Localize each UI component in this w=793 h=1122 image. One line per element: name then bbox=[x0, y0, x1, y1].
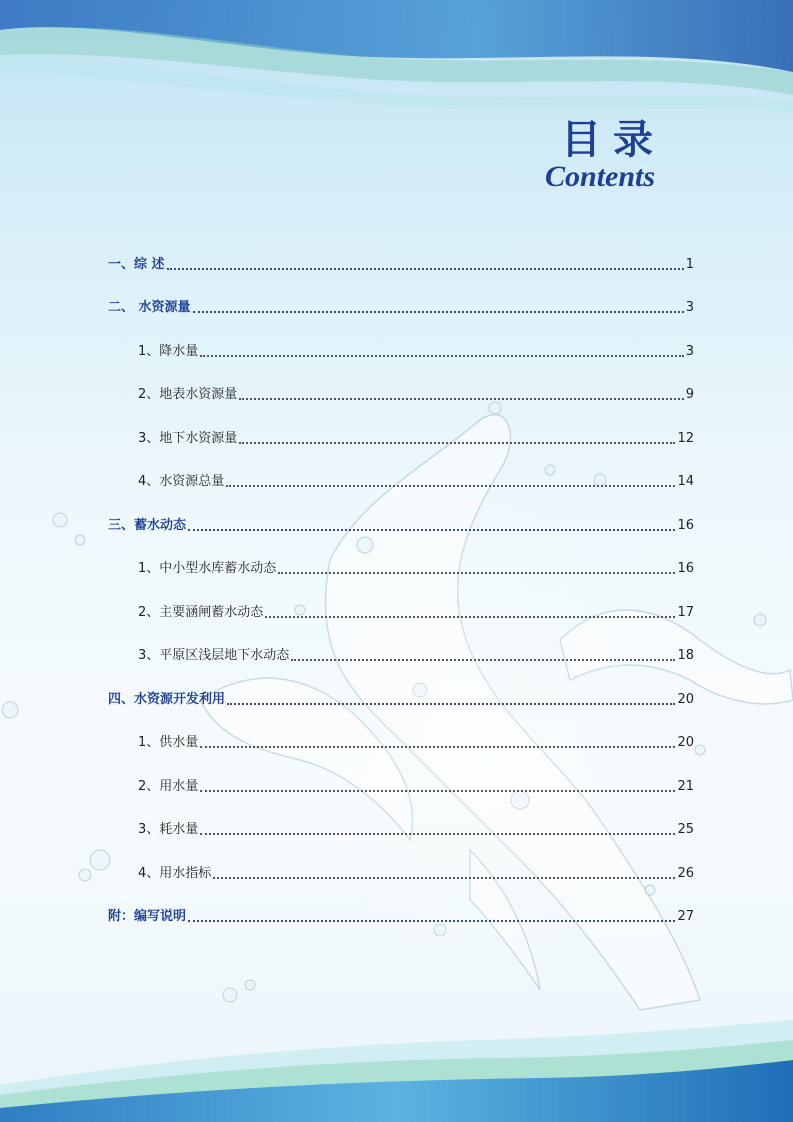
toc-entry-water-indicators[interactable] bbox=[138, 860, 694, 882]
title-chinese: 目录 bbox=[561, 116, 665, 163]
toc-entry-page: 21 bbox=[677, 779, 694, 794]
toc-entry-page: 26 bbox=[677, 866, 694, 881]
toc-entry-water-supply[interactable] bbox=[138, 729, 694, 751]
toc-entry-water-use[interactable] bbox=[138, 773, 694, 795]
toc-dot-leader bbox=[200, 355, 683, 357]
toc-entry-page: 25 bbox=[677, 822, 694, 837]
toc-dot-leader bbox=[239, 398, 683, 400]
toc-entry-label: 二、 水资源量 bbox=[108, 300, 191, 315]
toc-entry-label: 2、地表水资源量 bbox=[138, 387, 238, 402]
toc-entry-label: 附：编写说明 bbox=[108, 909, 187, 924]
toc-entry-label: 4、用水指标 bbox=[138, 866, 212, 881]
toc-entry-label: 3、耗水量 bbox=[138, 822, 199, 837]
toc-entry-page: 27 bbox=[677, 909, 694, 924]
toc-entry-page: 3 bbox=[685, 344, 694, 359]
toc-entry-page: 14 bbox=[677, 474, 694, 489]
toc-entry-reservoir-storage[interactable] bbox=[138, 555, 694, 577]
toc-entry-label: 1、中小型水库蓄水动态 bbox=[138, 561, 277, 576]
toc-entry-page: 1 bbox=[685, 257, 694, 272]
toc-entry-page: 9 bbox=[685, 387, 694, 402]
toc-dot-leader bbox=[200, 833, 675, 835]
toc-entry-page: 16 bbox=[677, 518, 694, 533]
toc-dot-leader bbox=[278, 572, 675, 574]
toc-entry-page: 3 bbox=[685, 300, 694, 315]
toc-entry-label: 三、蓄水动态 bbox=[108, 518, 187, 533]
toc-dot-leader bbox=[265, 616, 675, 618]
toc-entry-label: 1、供水量 bbox=[138, 735, 199, 750]
toc-dot-leader bbox=[167, 268, 684, 270]
toc-entry-surface-water[interactable] bbox=[138, 381, 694, 403]
toc-entry-water-consumption[interactable] bbox=[138, 816, 694, 838]
toc-entry-total-water[interactable] bbox=[138, 468, 694, 490]
toc-dot-leader bbox=[193, 311, 684, 313]
toc-entry-label: 3、地下水资源量 bbox=[138, 431, 238, 446]
toc-dot-leader bbox=[227, 703, 675, 705]
toc-dot-leader bbox=[188, 529, 675, 531]
toc-dot-leader bbox=[291, 659, 675, 661]
toc-entry-page: 20 bbox=[677, 692, 694, 707]
toc-entry-page: 18 bbox=[677, 648, 694, 663]
toc-dot-leader bbox=[200, 746, 675, 748]
toc-dot-leader bbox=[188, 920, 675, 922]
toc-entry-label: 1、降水量 bbox=[138, 344, 199, 359]
toc-entry-appendix[interactable] bbox=[108, 903, 694, 925]
toc-entry-sluice-storage[interactable] bbox=[138, 599, 694, 621]
toc-entry-label: 2、用水量 bbox=[138, 779, 199, 794]
toc-entry-label: 四、水资源开发利用 bbox=[108, 692, 226, 707]
toc-entry-overview[interactable] bbox=[108, 251, 694, 273]
toc-dot-leader bbox=[239, 442, 675, 444]
title-block bbox=[561, 118, 665, 162]
toc-dot-leader bbox=[226, 485, 675, 487]
toc-entry-storage-dynamics[interactable] bbox=[108, 512, 694, 534]
toc-entry-label: 4、水资源总量 bbox=[138, 474, 225, 489]
toc-entry-groundwater[interactable] bbox=[138, 425, 694, 447]
toc-dot-leader bbox=[213, 877, 675, 879]
toc-dot-leader bbox=[200, 790, 675, 792]
toc-entry-page: 12 bbox=[677, 431, 694, 446]
toc-entry-development-use[interactable] bbox=[108, 686, 694, 708]
toc-entry-label: 一、综 述 bbox=[108, 257, 165, 272]
toc-entry-water-resources[interactable] bbox=[108, 294, 694, 316]
title-english: Contents bbox=[545, 160, 656, 193]
toc-entry-label: 2、主要涵闸蓄水动态 bbox=[138, 605, 264, 620]
toc-entry-label: 3、平原区浅层地下水动态 bbox=[138, 648, 290, 663]
toc-entry-precipitation[interactable] bbox=[138, 338, 694, 360]
toc-entry-shallow-groundwater[interactable] bbox=[138, 642, 694, 664]
toc-entry-page: 17 bbox=[677, 605, 694, 620]
toc-entry-page: 16 bbox=[677, 561, 694, 576]
toc-entry-page: 20 bbox=[677, 735, 694, 750]
